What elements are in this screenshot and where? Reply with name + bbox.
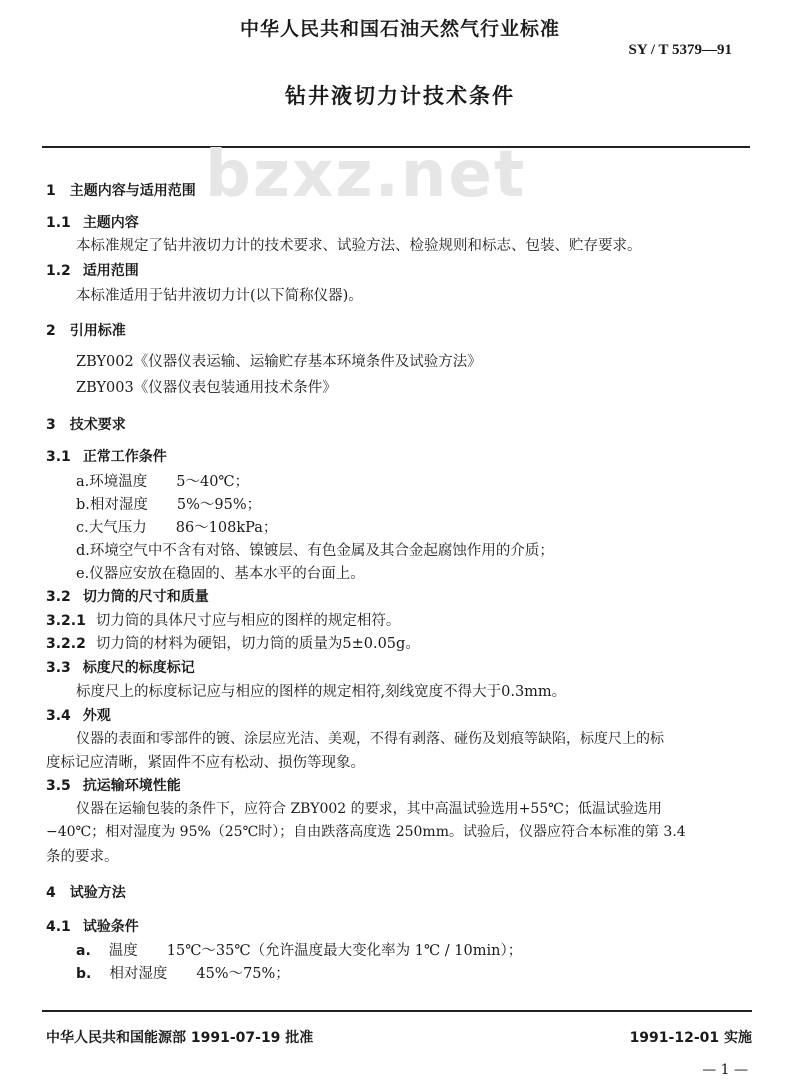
section-3-3-heading: [46, 657, 195, 677]
section-3-5-line: −40℃；相对湿度为 95%（25℃时）；自由跌落高度选 250mm。试验后，仪器应符合本标准的第 3.4: [46, 824, 686, 840]
section-title: 切力筒的尺寸和质量: [82, 589, 209, 605]
section-number: 1: [46, 183, 56, 199]
section-3-heading: [46, 414, 126, 434]
section-text: 切力筒的材料为硬铝，切力筒的质量为5±0.05g。: [95, 636, 420, 652]
section-title: 引用标准: [69, 323, 126, 339]
page-number: — 1 —: [702, 1062, 748, 1078]
reference-item: ZBY002《仪器仪表运输、运输贮存基本环境条件及试验方法》: [76, 354, 482, 370]
section-3-2-heading: [46, 586, 209, 606]
watermark: bzxz.net: [205, 138, 527, 212]
list-item: [76, 939, 522, 960]
section-title: 正常工作条件: [82, 449, 167, 465]
section-number: 3.2.1: [46, 613, 86, 629]
section-number: 1.1: [46, 215, 71, 231]
section-1-2-heading: [46, 260, 139, 280]
section-number: 3.1: [46, 449, 71, 465]
footer-rule: [42, 1010, 752, 1012]
section-title: 外观: [82, 708, 111, 724]
section-1-2-text: 本标准适用于钻井液切力计(以下简称仪器)。: [76, 288, 363, 304]
list-text: 温度 15℃～35℃（允许温度最大变化率为 1℃ / 10min）；: [108, 943, 523, 959]
standard-category: 中华人民共和国石油天然气行业标准: [239, 18, 560, 40]
section-title: 试验方法: [69, 885, 126, 901]
list-item: b.相对湿度 5%～95%；: [76, 497, 262, 513]
list-item: d.环境空气中不含有对铬、镍镀层、有色金属及其合金起腐蚀作用的介质；: [76, 543, 554, 559]
section-3-5-line: 仪器在运输包装的条件下，应符合 ZBY002 的要求，其中高温试验选用+55℃；低温试验选用: [76, 801, 662, 817]
section-1-1-text: 本标准规定了钻井液切力计的技术要求、试验方法、检验规则和标志、包装、贮存要求。: [76, 238, 642, 254]
section-number: 4.1: [46, 919, 71, 935]
section-title: 主题内容与适用范围: [69, 183, 196, 199]
section-title: 试验条件: [82, 919, 139, 935]
section-number: 3.3: [46, 660, 71, 676]
section-4-1-heading: [46, 916, 139, 936]
section-title: 抗运输环境性能: [82, 778, 181, 794]
list-item: [76, 962, 290, 983]
section-3-5-heading: [46, 775, 181, 795]
section-number: 4: [46, 885, 56, 901]
section-1-1-heading: [46, 212, 139, 232]
reference-item: ZBY003《仪器仪表包装通用技术条件》: [76, 380, 337, 396]
section-number: 3: [46, 417, 56, 433]
section-3-3-text: 标度尺上的标度标记应与相应的图样的规定相符,刻线宽度不得大于0.3mm。: [76, 684, 567, 700]
standard-code: SY / T 5379—91: [628, 42, 732, 58]
section-number: 1.2: [46, 263, 71, 279]
section-3-4-line: 度标记应清晰，紧固件不应有松动、损伤等现象。: [46, 755, 365, 771]
section-number: 2: [46, 323, 56, 339]
effective-date: 1991-12-01 实施: [629, 1030, 752, 1046]
section-number: 3.5: [46, 778, 71, 794]
section-title: 技术要求: [69, 417, 126, 433]
approval-line: 中华人民共和国能源部 1991-07-19 批准: [46, 1030, 314, 1046]
section-title: 标度尺的标度标记: [82, 660, 195, 676]
section-3-4-heading: [46, 705, 111, 725]
section-3-1-heading: [46, 446, 167, 466]
section-3-2-1: [46, 609, 400, 630]
section-3-4-line: 仪器的表面和零部件的镀、涂层应光洁、美观，不得有剥落、碰伤及划痕等缺陷，标度尺上的标: [76, 731, 664, 747]
section-4-heading: [46, 882, 126, 902]
document-title: 钻井液切力计技术条件: [285, 84, 515, 108]
list-text: 相对湿度 45%～75%；: [109, 966, 290, 982]
section-3-5-line: 条的要求。: [46, 849, 119, 865]
list-item: a.环境温度 5～40℃；: [76, 474, 250, 490]
section-title: 适用范围: [82, 263, 139, 279]
list-item: c.大气压力 86～108kPa；: [76, 520, 278, 536]
list-marker: b.: [76, 966, 92, 982]
section-2-heading: [46, 320, 126, 340]
section-1-heading: [46, 180, 196, 200]
section-number: 3.2.2: [46, 636, 86, 652]
section-number: 3.2: [46, 589, 71, 605]
section-text: 切力筒的具体尺寸应与相应的图样的规定相符。: [95, 613, 401, 629]
section-3-2-2: [46, 632, 420, 653]
list-marker: a.: [76, 943, 91, 959]
section-title: 主题内容: [82, 215, 139, 231]
list-item: e.仪器应安放在稳固的、基本水平的台面上。: [76, 566, 365, 582]
section-number: 3.4: [46, 708, 71, 724]
